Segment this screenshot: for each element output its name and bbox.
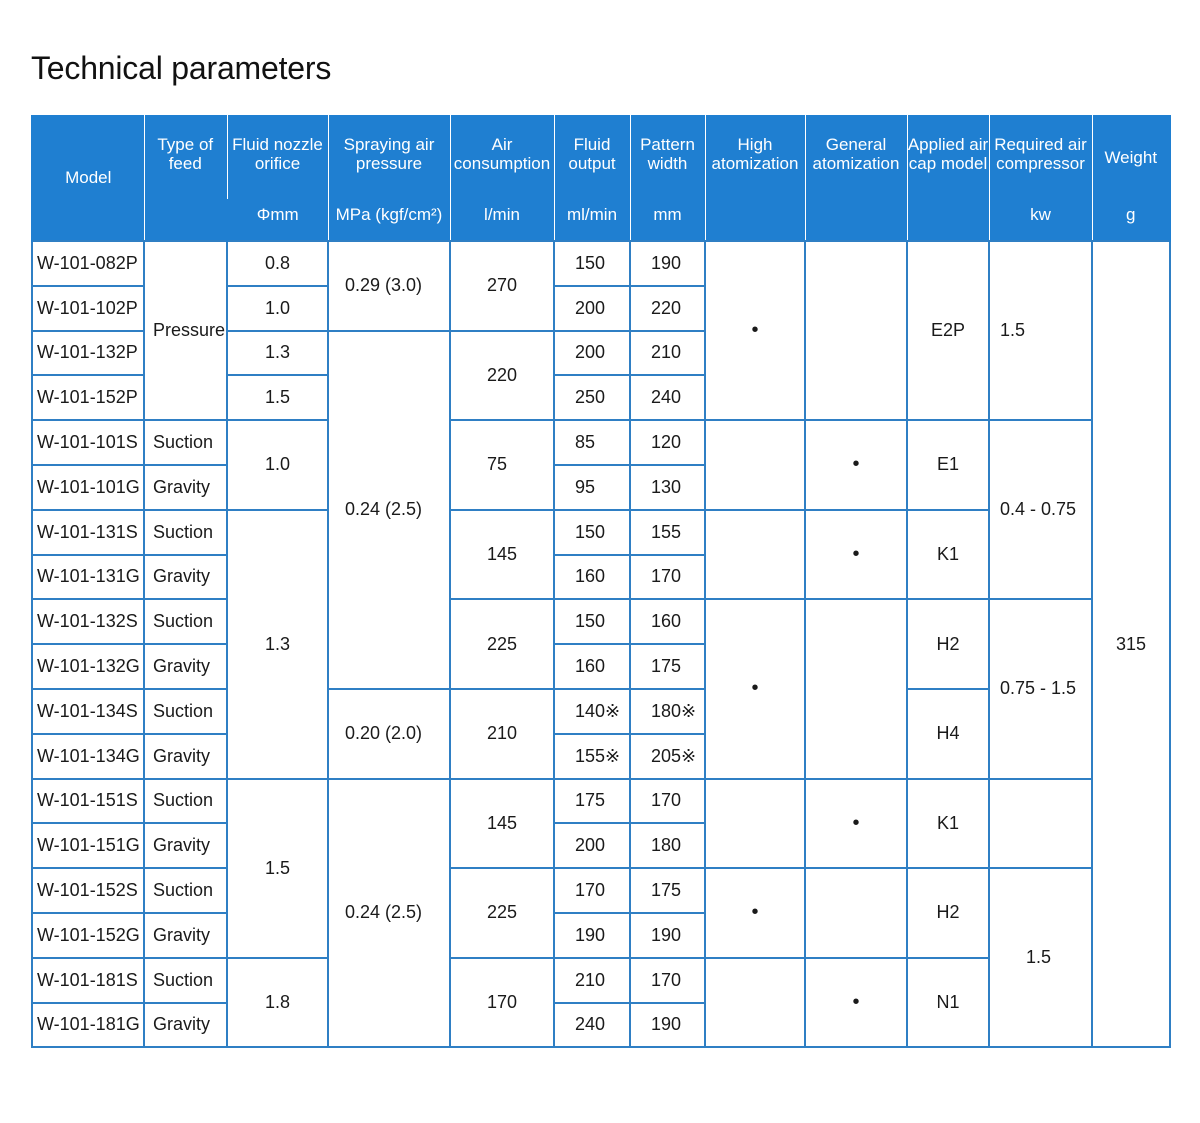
air-consumption-cell: 170 xyxy=(450,958,554,1048)
general-atomization-mark: • xyxy=(852,811,860,834)
general-atomization-mark: • xyxy=(852,991,860,1014)
nozzle-cell: 0.8 xyxy=(227,241,328,286)
fluid-output-cell: 150 xyxy=(554,241,630,286)
header-general-atomization: General atomization xyxy=(805,115,907,241)
pattern-width-cell: 180 xyxy=(630,823,705,868)
pressure-cell: 0.24 (2.5) xyxy=(328,779,450,1048)
pattern-width-cell: 190 xyxy=(630,1003,705,1048)
feed-cell: Suction xyxy=(144,868,227,913)
technical-parameters-table xyxy=(31,115,1171,1048)
model-cell: W-101-101S xyxy=(32,420,144,465)
high-atomization-cell xyxy=(705,241,805,420)
air-consumption-cell: 270 xyxy=(450,241,554,331)
fluid-output-cell: 150 xyxy=(554,599,630,644)
fluid-output-cell: 170 xyxy=(554,868,630,913)
air-cap-cell: H2 xyxy=(907,868,989,958)
header-fluid-output: Fluid output xyxy=(554,115,630,199)
pattern-width-cell: 210 xyxy=(630,331,705,376)
model-cell: W-101-181S xyxy=(32,958,144,1003)
model-cell: W-101-132S xyxy=(32,599,144,644)
table-row xyxy=(32,420,1170,465)
fluid-output-cell: 190 xyxy=(554,913,630,958)
air-cap-cell: E1 xyxy=(907,420,989,510)
high-atomization-mark: • xyxy=(751,901,759,924)
compressor-cell: 1.5 xyxy=(989,868,1092,1047)
weight-cell: 315 xyxy=(1092,241,1170,1047)
header-type-of-feed: Type of feed xyxy=(144,115,227,241)
fluid-output-cell: 200 xyxy=(554,331,630,376)
unit-fluid-nozzle: Φmm xyxy=(227,199,328,241)
high-atomization-cell xyxy=(705,420,805,510)
pattern-width-cell: 175 xyxy=(630,644,705,689)
fluid-output-cell: 150 xyxy=(554,510,630,555)
air-consumption-cell: 210 xyxy=(450,689,554,779)
pattern-width-cell: 190 xyxy=(630,913,705,958)
pattern-width-cell: 155 xyxy=(630,510,705,555)
pattern-width-cell: 170 xyxy=(630,958,705,1003)
model-cell: W-101-131G xyxy=(32,555,144,600)
fluid-output-cell: 200 xyxy=(554,286,630,331)
general-atomization-cell xyxy=(805,868,907,958)
fluid-output-cell: 240 xyxy=(554,1003,630,1048)
header-model: Model xyxy=(32,115,144,241)
air-consumption-cell: 225 xyxy=(450,599,554,689)
feed-cell: Pressure xyxy=(144,241,227,420)
nozzle-cell: 1.8 xyxy=(227,958,328,1048)
compressor-cell: 0.4 - 0.75 xyxy=(989,420,1092,599)
model-cell: W-101-132G xyxy=(32,644,144,689)
model-cell: W-101-134S xyxy=(32,689,144,734)
air-consumption-cell: 75 xyxy=(450,420,554,510)
air-cap-cell: H2 xyxy=(907,599,989,689)
feed-cell: Suction xyxy=(144,420,227,465)
high-atomization-mark: • xyxy=(751,319,759,342)
air-cap-cell: K1 xyxy=(907,779,989,869)
feed-cell: Suction xyxy=(144,779,227,824)
unit-required-air-compressor: kw xyxy=(989,199,1092,241)
header-spraying-air-pressure: Spraying air pressure xyxy=(328,115,450,199)
pattern-width-cell: 220 xyxy=(630,286,705,331)
high-atomization-cell xyxy=(705,868,805,958)
unit-weight: g xyxy=(1092,199,1170,241)
air-cap-cell: H4 xyxy=(907,689,989,779)
pattern-width-cell: 160 xyxy=(630,599,705,644)
pattern-width-cell: 190 xyxy=(630,241,705,286)
header-fluid-nozzle-orifice: Fluid nozzle orifice xyxy=(227,115,328,199)
page-title: Technical parameters xyxy=(31,50,332,86)
feed-cell: Gravity xyxy=(144,644,227,689)
feed-cell: Gravity xyxy=(144,823,227,868)
air-consumption-cell: 145 xyxy=(450,779,554,869)
model-cell: W-101-131S xyxy=(32,510,144,555)
header-required-air-compressor: Required air compressor xyxy=(989,115,1092,199)
air-consumption-cell: 220 xyxy=(450,331,554,421)
general-atomization-mark: • xyxy=(852,453,860,476)
header-air-consumption: Air consumption xyxy=(450,115,554,199)
pattern-width-cell: 205※ xyxy=(630,734,705,779)
unit-pattern-width: mm xyxy=(630,199,705,241)
header-pattern-width: Pattern width xyxy=(630,115,705,199)
fluid-output-cell: 175 xyxy=(554,779,630,824)
table-row xyxy=(32,241,1170,286)
general-atomization-cell xyxy=(805,779,907,869)
model-cell: W-101-152G xyxy=(32,913,144,958)
header-high-atomization: High atomization xyxy=(705,115,805,241)
unit-fluid-output: ml/min xyxy=(554,199,630,241)
nozzle-cell: 1.5 xyxy=(227,779,328,958)
feed-cell: Gravity xyxy=(144,913,227,958)
fluid-output-cell: 140※ xyxy=(554,689,630,734)
compressor-cell: 0.75 - 1.5 xyxy=(989,599,1092,778)
general-atomization-mark: • xyxy=(852,543,860,566)
high-atomization-cell xyxy=(705,599,805,778)
pressure-cell: 0.24 (2.5) xyxy=(328,331,450,689)
pattern-width-cell: 240 xyxy=(630,375,705,420)
pressure-cell: 0.29 (3.0) xyxy=(328,241,450,331)
general-atomization-cell xyxy=(805,599,907,778)
model-cell: W-101-101G xyxy=(32,465,144,510)
fluid-output-cell: 250 xyxy=(554,375,630,420)
air-consumption-cell: 145 xyxy=(450,510,554,600)
model-cell: W-101-181G xyxy=(32,1003,144,1048)
feed-cell: Gravity xyxy=(144,1003,227,1048)
feed-cell: Suction xyxy=(144,599,227,644)
fluid-output-cell: 160 xyxy=(554,644,630,689)
nozzle-cell: 1.0 xyxy=(227,420,328,510)
feed-cell: Suction xyxy=(144,958,227,1003)
pattern-width-cell: 175 xyxy=(630,868,705,913)
fluid-output-cell: 95 xyxy=(554,465,630,510)
model-cell: W-101-134G xyxy=(32,734,144,779)
pattern-width-cell: 180※ xyxy=(630,689,705,734)
feed-cell: Gravity xyxy=(144,465,227,510)
fluid-output-cell: 155※ xyxy=(554,734,630,779)
high-atomization-cell xyxy=(705,510,805,600)
air-cap-cell: E2P xyxy=(907,241,989,420)
feed-cell: Gravity xyxy=(144,734,227,779)
table-row xyxy=(32,779,1170,824)
header-applied-air-cap-model: Applied air cap model xyxy=(907,115,989,241)
compressor-cell: 1.5 xyxy=(989,241,1092,420)
feed-cell: Suction xyxy=(144,510,227,555)
model-cell: W-101-151S xyxy=(32,779,144,824)
general-atomization-cell xyxy=(805,510,907,600)
model-cell: W-101-132P xyxy=(32,331,144,376)
fluid-output-cell: 160 xyxy=(554,555,630,600)
model-cell: W-101-151G xyxy=(32,823,144,868)
feed-cell: Suction xyxy=(144,689,227,734)
unit-air-consumption: l/min xyxy=(450,199,554,241)
table-header xyxy=(32,115,1170,241)
general-atomization-cell xyxy=(805,958,907,1048)
general-atomization-cell xyxy=(805,241,907,420)
fluid-output-cell: 210 xyxy=(554,958,630,1003)
fluid-output-cell: 200 xyxy=(554,823,630,868)
air-cap-cell: N1 xyxy=(907,958,989,1048)
header-weight: Weight xyxy=(1092,115,1170,199)
model-cell: W-101-102P xyxy=(32,286,144,331)
nozzle-cell: 1.3 xyxy=(227,331,328,376)
model-cell: W-101-152S xyxy=(32,868,144,913)
model-cell: W-101-152P xyxy=(32,375,144,420)
pattern-width-cell: 130 xyxy=(630,465,705,510)
air-cap-cell: K1 xyxy=(907,510,989,600)
general-atomization-cell xyxy=(805,420,907,510)
fluid-output-cell: 85 xyxy=(554,420,630,465)
high-atomization-cell xyxy=(705,958,805,1048)
pattern-width-cell: 170 xyxy=(630,555,705,600)
table-body xyxy=(32,241,1170,1047)
high-atomization-cell xyxy=(705,779,805,869)
table-row xyxy=(32,823,1170,868)
unit-spraying-air: MPa (kgf/cm²) xyxy=(328,199,450,241)
pattern-width-cell: 120 xyxy=(630,420,705,465)
nozzle-cell: 1.5 xyxy=(227,375,328,420)
feed-cell: Gravity xyxy=(144,555,227,600)
model-cell: W-101-082P xyxy=(32,241,144,286)
pattern-width-cell: 170 xyxy=(630,779,705,824)
pressure-cell: 0.20 (2.0) xyxy=(328,689,450,779)
high-atomization-mark: • xyxy=(751,677,759,700)
table-row xyxy=(32,868,1170,913)
table-row xyxy=(32,599,1170,644)
nozzle-cell: 1.3 xyxy=(227,510,328,779)
nozzle-cell: 1.0 xyxy=(227,286,328,331)
air-consumption-cell: 225 xyxy=(450,868,554,958)
